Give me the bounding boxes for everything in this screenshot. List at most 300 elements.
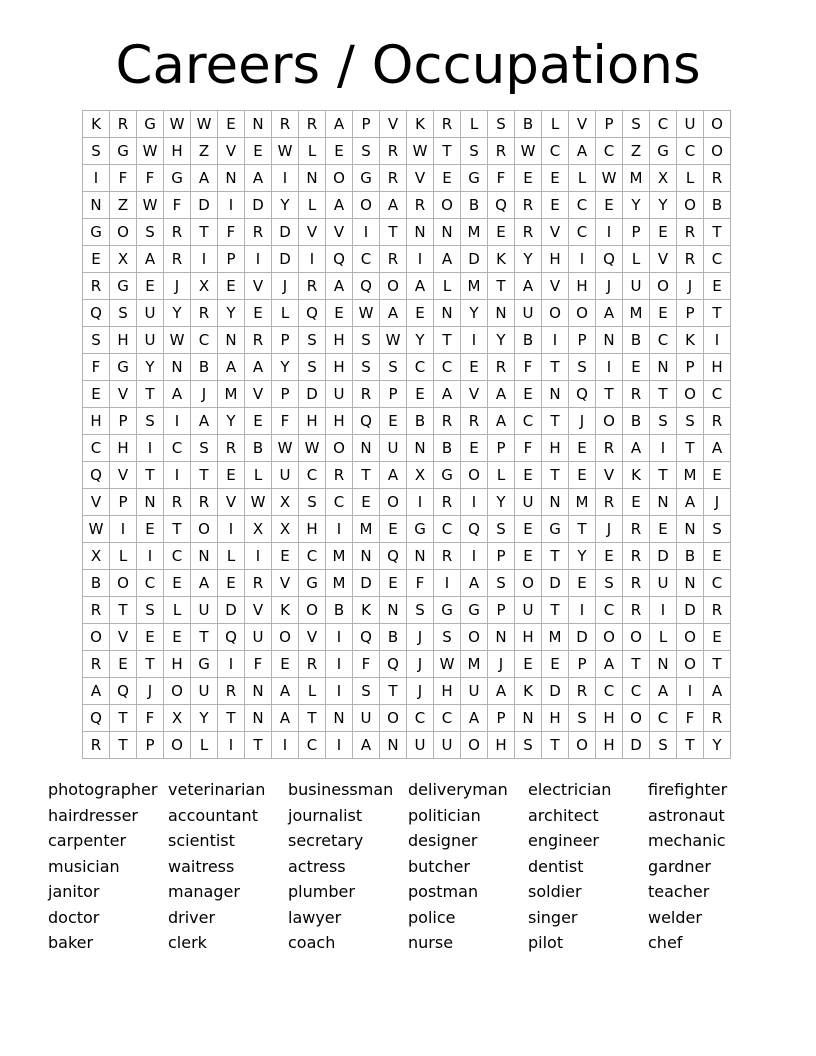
grid-cell: A [245,354,272,381]
grid-cell: O [110,219,137,246]
grid-cell: K [407,111,434,138]
grid-cell: R [488,138,515,165]
grid-cell: C [704,246,731,273]
grid-cell: E [569,462,596,489]
grid-cell: M [569,489,596,516]
grid-row [83,192,731,219]
grid-cell: S [380,354,407,381]
grid-row [83,705,731,732]
grid-cell: R [434,111,461,138]
grid-cell: M [623,165,650,192]
grid-cell: V [110,624,137,651]
grid-cell: C [515,408,542,435]
grid-cell: Y [461,300,488,327]
grid-cell: H [596,705,623,732]
word-list-item: engineer [528,831,599,850]
grid-cell: A [704,678,731,705]
grid-cell: G [110,354,137,381]
grid-cell: P [488,543,515,570]
grid-cell: I [542,327,569,354]
grid-cell: O [110,570,137,597]
word-list-item: nurse [408,933,454,952]
grid-cell: L [677,165,704,192]
grid-cell: A [326,273,353,300]
grid-cell: H [83,408,110,435]
grid-cell: C [704,570,731,597]
grid-cell: G [434,462,461,489]
grid-cell: I [326,651,353,678]
grid-cell: E [110,651,137,678]
grid-cell: L [299,192,326,219]
grid-cell: E [569,570,596,597]
grid-cell: D [299,381,326,408]
grid-cell: Y [191,705,218,732]
word-list-item: singer [528,907,578,927]
grid-row [83,246,731,273]
grid-cell: A [488,381,515,408]
grid-cell: I [407,246,434,273]
grid-cell: H [299,516,326,543]
grid-cell: L [110,543,137,570]
grid-cell: R [623,543,650,570]
grid-cell: F [272,408,299,435]
grid-cell: R [704,705,731,732]
grid-cell: E [704,543,731,570]
grid-cell: E [137,273,164,300]
word-list-item: plumber [288,882,355,901]
grid-cell: I [650,435,677,462]
grid-cell: A [245,165,272,192]
grid-cell: F [488,165,515,192]
word-list-item: janitor [48,882,100,901]
grid-cell: R [83,273,110,300]
grid-cell: X [272,489,299,516]
grid-cell: A [191,165,218,192]
grid-cell: P [137,732,164,759]
grid-cell: A [596,300,623,327]
grid-cell: O [272,624,299,651]
grid-cell: Q [83,462,110,489]
grid-cell: U [623,273,650,300]
grid-cell: N [137,489,164,516]
word-list-item: police [408,907,456,927]
grid-cell: S [569,354,596,381]
grid-cell: S [650,408,677,435]
grid-cell: G [434,597,461,624]
word-search-grid [82,110,731,759]
grid-cell: S [137,408,164,435]
grid-row [83,381,731,408]
grid-cell: X [245,516,272,543]
grid-cell: E [704,462,731,489]
grid-cell: E [83,246,110,273]
grid-cell: E [83,381,110,408]
word-list-item: butcher [408,856,470,876]
grid-cell: C [596,138,623,165]
grid-cell: Y [164,300,191,327]
grid-cell: Y [488,489,515,516]
grid-cell: T [137,651,164,678]
grid-cell: V [272,570,299,597]
grid-cell: S [83,327,110,354]
grid-cell: L [434,273,461,300]
grid-cell: A [461,570,488,597]
grid-cell: C [434,705,461,732]
grid-cell: Z [623,138,650,165]
grid-cell: A [191,408,218,435]
grid-cell: W [596,165,623,192]
word-list-item: accountant [168,805,258,825]
word-list-item: waitress [168,856,235,876]
grid-cell: T [704,219,731,246]
grid-cell: S [191,435,218,462]
grid-cell: P [218,246,245,273]
grid-cell: T [434,138,461,165]
grid-cell: S [434,624,461,651]
grid-cell: F [218,219,245,246]
grid-cell: T [569,516,596,543]
grid-cell: I [83,165,110,192]
grid-cell: C [650,705,677,732]
grid-cell: W [272,138,299,165]
grid-cell: H [542,246,569,273]
grid-cell: J [407,624,434,651]
grid-cell: E [326,138,353,165]
grid-row [83,219,731,246]
grid-cell: Y [407,327,434,354]
grid-cell: N [83,192,110,219]
grid-cell: B [677,543,704,570]
grid-cell: D [650,543,677,570]
grid-cell: P [488,705,515,732]
grid-cell: R [677,246,704,273]
grid-cell: C [596,597,623,624]
grid-cell: E [164,624,191,651]
grid-cell: K [623,462,650,489]
grid-cell: I [650,597,677,624]
grid-cell: H [299,408,326,435]
grid-cell: W [137,138,164,165]
grid-cell: S [677,408,704,435]
grid-cell: C [164,435,191,462]
grid-cell: B [245,435,272,462]
grid-cell: I [434,570,461,597]
grid-cell: W [434,651,461,678]
grid-cell: R [299,273,326,300]
grid-cell: R [488,354,515,381]
grid-cell: E [515,516,542,543]
grid-cell: O [542,300,569,327]
grid-cell: N [677,570,704,597]
grid-cell: B [191,354,218,381]
grid-cell: E [515,165,542,192]
grid-cell: T [353,462,380,489]
grid-cell: W [407,138,434,165]
grid-cell: E [461,354,488,381]
grid-cell: E [542,651,569,678]
grid-cell: O [677,651,704,678]
grid-cell: R [704,597,731,624]
grid-cell: R [272,111,299,138]
grid-cell: K [488,246,515,273]
grid-cell: A [650,678,677,705]
grid-cell: H [515,624,542,651]
grid-cell: D [623,732,650,759]
grid-cell: N [650,651,677,678]
grid-cell: E [218,273,245,300]
grid-cell: X [164,705,191,732]
grid-cell: L [461,111,488,138]
grid-cell: J [677,273,704,300]
grid-cell: E [596,543,623,570]
grid-cell: S [596,570,623,597]
grid-cell: F [245,651,272,678]
grid-cell: I [326,678,353,705]
grid-row [83,408,731,435]
grid-cell: Z [110,192,137,219]
grid-cell: O [191,516,218,543]
grid-cell: E [704,273,731,300]
grid-cell: G [650,138,677,165]
grid-cell: E [650,219,677,246]
grid-cell: A [488,408,515,435]
grid-cell: T [299,705,326,732]
grid-cell: A [596,651,623,678]
grid-cell: C [569,192,596,219]
grid-cell: R [299,651,326,678]
grid-cell: L [299,138,326,165]
grid-cell: J [488,651,515,678]
grid-cell: O [596,624,623,651]
grid-cell: G [461,165,488,192]
grid-cell: B [461,192,488,219]
grid-cell: P [569,651,596,678]
grid-cell: S [488,516,515,543]
grid-cell: A [380,300,407,327]
grid-cell: L [191,732,218,759]
grid-cell: Q [569,381,596,408]
grid-cell: V [110,381,137,408]
grid-cell: E [380,516,407,543]
grid-cell: T [164,516,191,543]
grid-cell: D [272,219,299,246]
grid-cell: G [299,570,326,597]
grid-cell: E [569,435,596,462]
word-list-item: journalist [288,805,363,825]
grid-cell: Q [83,705,110,732]
grid-cell: S [110,300,137,327]
grid-cell: N [407,543,434,570]
grid-cell: I [569,597,596,624]
grid-cell: T [245,732,272,759]
grid-cell: Q [353,624,380,651]
grid-cell: O [83,624,110,651]
grid-cell: Y [650,192,677,219]
grid-cell: W [353,300,380,327]
grid-cell: K [272,597,299,624]
grid-cell: V [245,273,272,300]
grid-cell: S [353,327,380,354]
grid-cell: T [623,651,650,678]
grid-cell: A [704,435,731,462]
grid-cell: R [380,246,407,273]
grid-cell: E [326,300,353,327]
grid-cell: L [488,462,515,489]
grid-cell: U [380,435,407,462]
grid-cell: I [326,516,353,543]
grid-cell: Y [218,408,245,435]
grid-cell: T [677,435,704,462]
grid-cell: T [380,219,407,246]
grid-cell: T [650,381,677,408]
grid-cell: Q [353,408,380,435]
word-list-item: carpenter [48,831,127,850]
grid-cell: Y [515,246,542,273]
grid-cell: E [407,381,434,408]
grid-cell: B [515,327,542,354]
grid-cell: S [623,111,650,138]
grid-cell: J [272,273,299,300]
grid-cell: V [542,219,569,246]
grid-cell: C [434,516,461,543]
grid-cell: M [461,219,488,246]
grid-cell: N [245,705,272,732]
word-list-item: pilot [528,933,564,952]
grid-cell: I [218,516,245,543]
grid-cell: V [569,111,596,138]
word-list-item: electrician [528,780,612,799]
grid-cell: N [245,678,272,705]
grid-cell: I [461,327,488,354]
grid-cell: V [380,111,407,138]
grid-cell: L [272,300,299,327]
grid-cell: X [650,165,677,192]
grid-cell: N [515,705,542,732]
grid-cell: R [380,138,407,165]
grid-cell: U [461,678,488,705]
word-list-item: hairdresser [48,805,139,825]
grid-cell: N [218,327,245,354]
grid-cell: Q [218,624,245,651]
grid-cell: U [137,327,164,354]
grid-cell: S [353,678,380,705]
grid-row [83,462,731,489]
grid-cell: X [272,516,299,543]
grid-cell: E [407,300,434,327]
grid-cell: W [380,327,407,354]
grid-cell: C [353,246,380,273]
grid-cell: T [542,597,569,624]
grid-cell: I [164,462,191,489]
grid-cell: M [218,381,245,408]
grid-cell: F [515,435,542,462]
grid-cell: N [596,327,623,354]
grid-cell: I [110,516,137,543]
grid-cell: U [515,300,542,327]
grid-cell: T [542,408,569,435]
grid-cell: C [299,543,326,570]
grid-cell: I [137,543,164,570]
grid-cell: A [326,111,353,138]
grid-cell: Q [83,300,110,327]
grid-cell: E [434,165,461,192]
grid-cell: V [218,138,245,165]
grid-cell: T [191,219,218,246]
grid-cell: A [353,732,380,759]
grid-cell: R [83,651,110,678]
grid-cell: N [245,111,272,138]
grid-cell: C [407,705,434,732]
grid-cell: R [569,678,596,705]
grid-cell: V [542,273,569,300]
grid-cell: R [164,219,191,246]
grid-cell: R [407,192,434,219]
grid-cell: U [515,489,542,516]
grid-cell: I [596,354,623,381]
word-list-item: deliveryman [408,780,508,799]
grid-cell: A [137,246,164,273]
grid-cell: C [542,138,569,165]
grid-cell: I [218,732,245,759]
grid-cell: F [137,705,164,732]
grid-cell: E [218,570,245,597]
grid-cell: T [434,327,461,354]
grid-cell: Y [569,543,596,570]
grid-cell: H [596,732,623,759]
grid-cell: A [380,462,407,489]
grid-cell: L [218,543,245,570]
grid-cell: F [137,165,164,192]
grid-cell: P [488,597,515,624]
grid-cell: F [83,354,110,381]
grid-cell: J [191,381,218,408]
grid-cell: W [83,516,110,543]
word-list-item: mechanic [648,831,726,850]
grid-cell: B [623,327,650,354]
grid-cell: Y [488,327,515,354]
grid-cell: H [326,354,353,381]
grid-cell: E [623,489,650,516]
grid-cell: B [704,192,731,219]
grid-cell: G [83,219,110,246]
grid-cell: P [596,111,623,138]
grid-cell: V [245,381,272,408]
grid-cell: R [596,435,623,462]
grid-cell: A [623,435,650,462]
grid-cell: D [353,570,380,597]
grid-cell: A [569,138,596,165]
grid-cell: N [542,381,569,408]
grid-cell: C [677,138,704,165]
grid-cell: A [83,678,110,705]
grid-cell: R [245,219,272,246]
grid-cell: S [704,516,731,543]
grid-cell: U [272,462,299,489]
grid-cell: I [164,408,191,435]
grid-cell: P [272,381,299,408]
grid-cell: S [353,354,380,381]
word-list-item: soldier [528,882,582,901]
grid-cell: N [407,219,434,246]
grid-cell: H [542,705,569,732]
grid-cell: E [380,570,407,597]
grid-cell: L [650,624,677,651]
grid-cell: A [407,273,434,300]
grid-cell: Z [191,138,218,165]
word-list-item: baker [48,933,94,952]
grid-cell: S [569,705,596,732]
grid-cell: O [353,192,380,219]
